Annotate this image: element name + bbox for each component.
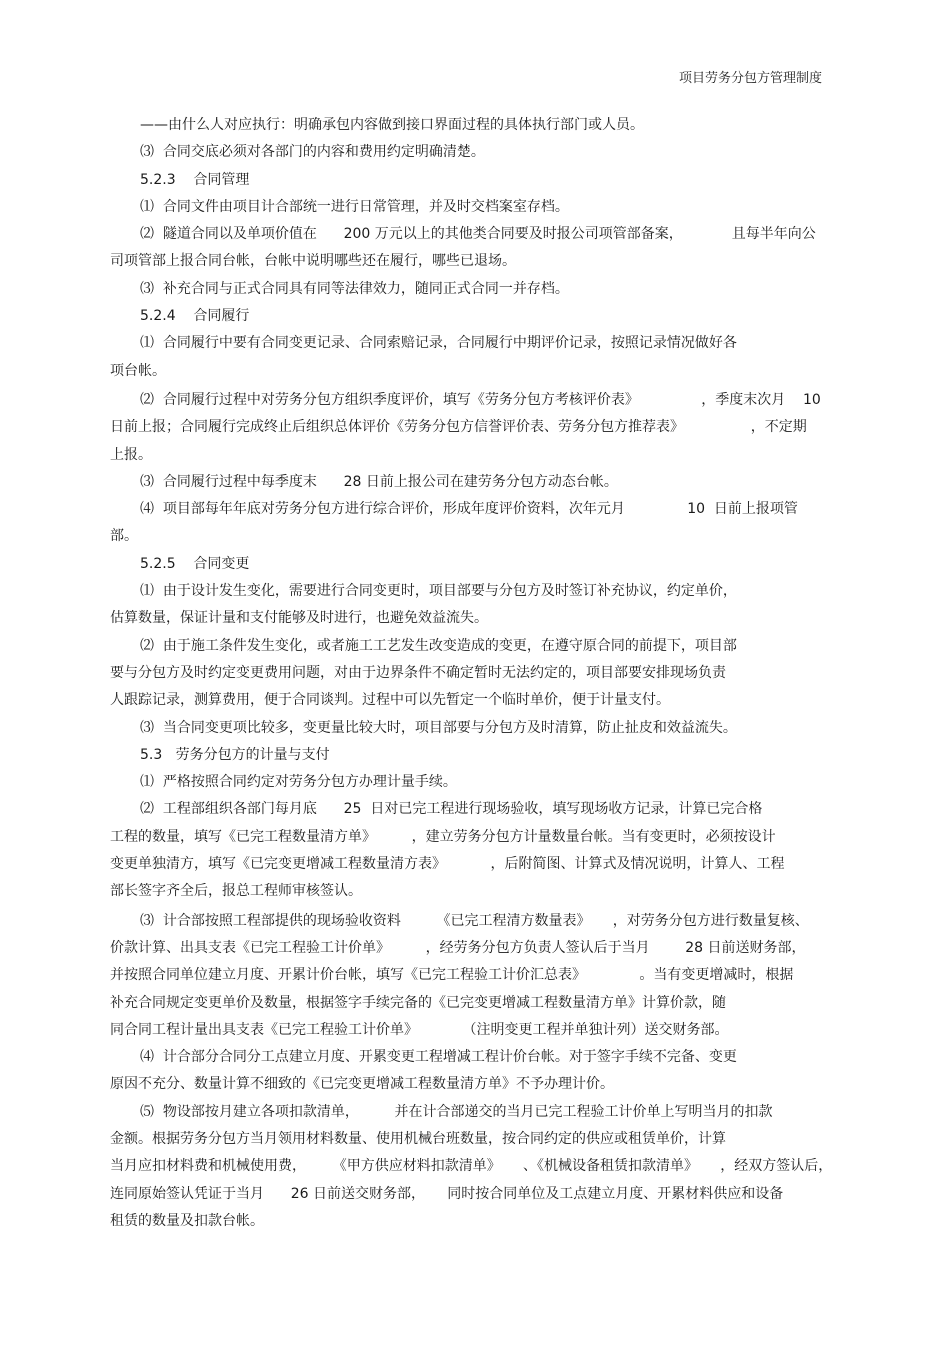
text-line: ⑸ 物设部按月建立各项扣款清单， 并在计合部递交的当月已完工程验工计价单上写明当月的扣款 (140, 1103, 773, 1120)
text-line: 金额。根据劳务分包方当月领用材料数量、使用机械台班数量，按合同约定的供应或租赁单价，计算 (110, 1130, 726, 1147)
text-line: ⑶ 补充合同与正式合同具有同等法律效力，随同正式合同一并存档。 (140, 280, 569, 297)
text-line: 工程的数量，填写《已完工程数量清方单》 ，建立劳务分包方计量数量台帐。当有变更时，必须按设计 (110, 828, 776, 845)
text-line: 人跟踪记录，测算费用，便于合同谈判。过程中可以先暂定一个临时单价，便于计量支付。 (110, 692, 670, 709)
text-line: ⑵ 合同履行过程中对劳务分包方组织季度评价，填写《劳务分包方考核评价表》 ，季度末次月 10 (140, 391, 821, 408)
section-heading: 5.3 劳务分包方的计量与支付 (140, 746, 330, 763)
section-heading: 5.2.3 合同管理 (140, 171, 250, 188)
section-heading: 5.2.5 合同变更 (140, 555, 250, 572)
text-line: ⑵ 隧道合同以及单项价值在 200 万元以上的其他类合同要及时报公司项管部备案， 且每半年向公 (140, 226, 816, 243)
text-line: ⑴ 合同履行中要有合同变更记录、合同索赔记录，合同履行中期评价记录，按照记录情况做好各 (140, 335, 737, 352)
text-line: 租赁的数量及扣款台帐。 (110, 1212, 264, 1229)
text-line: ⑶ 计合部按照工程部提供的现场验收资料 《已完工程清方数量表》 ，对劳务分包方进行数量复核、 (140, 912, 809, 929)
text-line: 连同原始签认凭证于当月 26 日前送交财务部， 同时按合同单位及工点建立月度、开累材料供应和设备 (110, 1185, 784, 1202)
text-line: 项台帐。 (110, 362, 166, 379)
document-body (110, 112, 845, 1235)
text-line: ⑴ 由于设计发生变化，需要进行合同变更时，项目部要与分包方及时签订补充协议，约定单价， (140, 583, 737, 600)
text-line: 补充合同规定变更单价及数量，根据签字手续完备的《已完变更增减工程数量清方单》计算价款，随 (110, 994, 726, 1011)
text-line: 部长签字齐全后，报总工程师审核签认。 (110, 883, 362, 900)
text-line: ——由什么人对应执行：明确承包内容做到接口界面过程的具体执行部门或人员。 (140, 117, 644, 133)
text-line: 并按照合同单位建立月度、开累计价台帐，填写《已完工程验工计价汇总表》 。当有变更增减时，根据 (110, 967, 794, 984)
text-line: ⑵ 工程部组织各部门每月底 25 日对已完工程进行现场验收，填写现场收方记录，计算已完合格 (140, 801, 763, 818)
text-line: ⑴ 严格按照合同约定对劳务分包方办理计量手续。 (140, 774, 457, 791)
text-line: ⑷ 项目部每年年底对劳务分包方进行综合评价，形成年度评价资料，次年元月 10 日前上报项管 (140, 501, 798, 518)
text-line: 上报。 (110, 446, 152, 463)
text-line: ⑵ 由于施工条件发生变化，或者施工工艺发生改变造成的变更，在遵守原合同的前提下，项目部 (140, 637, 737, 654)
text-line: 估算数量，保证计量和支付能够及时进行，也避免效益流失。 (110, 610, 488, 627)
text-line: ⑷ 计合部分合同分工点建立月度、开累变更工程增减工程计价台帐。对于签字手续不完备、变更 (140, 1049, 737, 1066)
section-heading: 5.2.4 合同履行 (140, 308, 250, 325)
text-line: 日前上报；合同履行完成终止后组织总体评价《劳务分包方信誉评价表、劳务分包方推荐表》 ，不定期 (110, 419, 807, 436)
text-line: ⑶ 当合同变更项比较多，变更量比较大时，项目部要与分包方及时清算，防止扯皮和效益流失。 (140, 719, 737, 736)
text-line: ⑶ 合同交底必须对各部门的内容和费用约定明确清楚。 (140, 144, 485, 161)
text-line: ⑶ 合同履行过程中每季度末 28 日前上报公司在建劳务分包方动态台帐。 (140, 473, 618, 490)
text-line: 要与分包方及时约定变更费用问题，对由于边界条件不确定暂时无法约定的，项目部要安排现场负责 (110, 664, 726, 681)
page-header-title: 项目劳务分包方管理制度 (678, 71, 822, 86)
text-line: 同合同工程计量出具支表《已完工程验工计价单》 （注明变更工程并单独计列）送交财务部。 (110, 1021, 729, 1038)
text-line: 价款计算、出具支表《已完工程验工计价单》 ，经劳务分包方负责人签认后于当月 28 日前送财务部， (110, 939, 806, 956)
text-line: 司项管部上报合同台帐，台帐中说明哪些还在履行，哪些已退场。 (110, 253, 516, 270)
text-line: ⑴ 合同文件由项目计合部统一进行日常管理，并及时交档案室存档。 (140, 198, 569, 215)
text-line: 当月应扣材料费和机械使用费， 《甲方供应材料扣款清单》 、《机械设备租赁扣款清单》 ，经双方签认后， (110, 1158, 833, 1175)
text-line: 变更单独清方，填写《已完变更增减工程数量清方表》 ，后附简图、计算式及情况说明，计算人、工程 (110, 856, 785, 873)
text-line: 原因不充分、数量计算不细致的《已完变更增减工程数量清方单》不予办理计价。 (110, 1076, 614, 1093)
text-line: 部。 (110, 528, 138, 545)
